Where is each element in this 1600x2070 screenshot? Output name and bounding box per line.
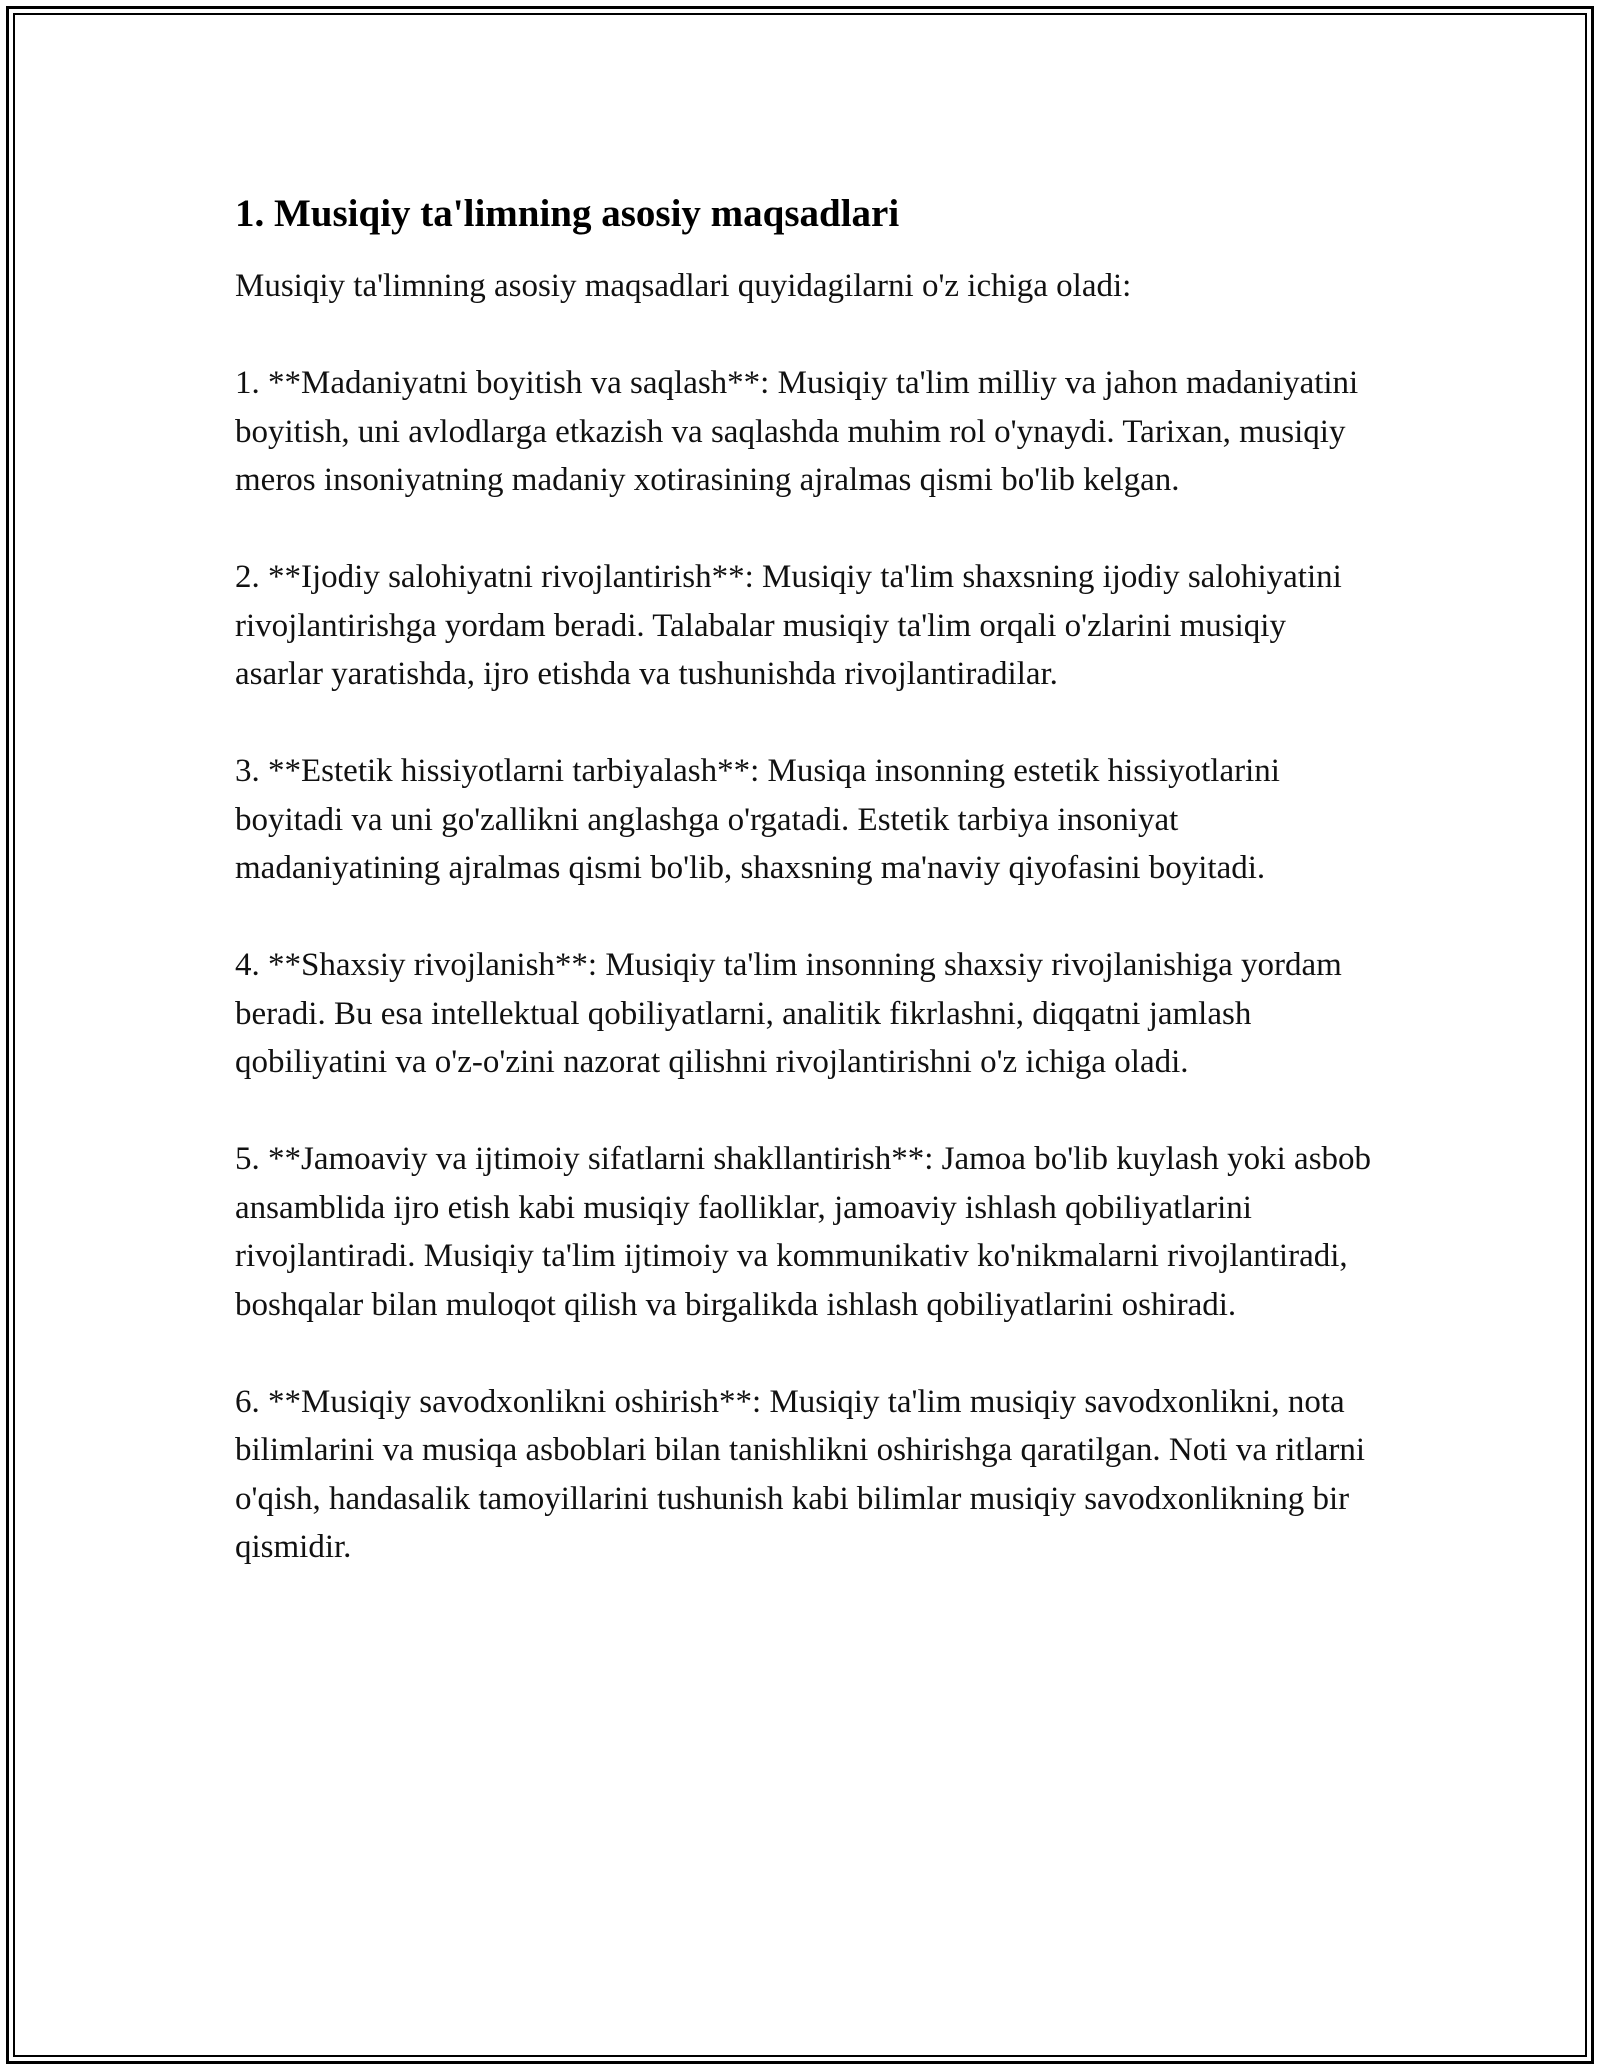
list-item: 4. **Shaxsiy rivojlanish**: Musiqiy ta'lim insonning shaxsiy rivojlanishiga yordam beradi. Bu esa intellektual qobiliyatlarni, analitik fikrlashni, diqqatni jamlash qobiliyatini va o'z-o'zini nazorat qilishni rivojlantirishni o'z ichiga oladi. xyxy=(235,947,1342,1080)
intro-paragraph: Musiqiy ta'limning asosiy maqsadlari quyidagilarni o'z ichiga oladi: xyxy=(235,268,1132,304)
document-body xyxy=(235,186,1375,1572)
list-item: 5. **Jamoaviy va ijtimoiy sifatlarni shakllantirish**: Jamoa bo'lib kuylash yoki asbob ansamblida ijro etish kabi musiqiy faolliklar, jamoaviy ishlash qobiliyatlarini rivojlantiradi. Musiqiy ta'lim ijtimoiy va kommunikativ ko'nikmalarni rivojlantiradi, boshqalar bilan muloqot qilish va birgalikda ishlash qobiliyatlarini oshiradi. xyxy=(235,1141,1372,1323)
list-item: 2. **Ijodiy salohiyatni rivojlantirish**: Musiqiy ta'lim shaxsning ijodiy salohiyatini rivojlantirishga yordam beradi. Talabalar musiqiy ta'lim orqali o'zlarini musiqiy asarlar yaratishda, ijro etishda va tushunishda rivojlantiradilar. xyxy=(235,559,1342,692)
list-item: 3. **Estetik hissiyotlarni tarbiyalash**: Musiqa insonning estetik hissiyotlarini boyitadi va uni go'zallikni anglashga o'rgatadi. Estetik tarbiya insoniyat madaniyatining ajralmas qismi bo'lib, shaxsning ma'naviy qiyofasini boyitadi. xyxy=(235,753,1280,886)
list-item: 6. **Musiqiy savodxonlikni oshirish**: Musiqiy ta'lim musiqiy savodxonlikni, nota bilimlarini va musiqa asboblari bilan tanishlikni oshirishga qaratilgan. Noti va ritlarni o'qish, handasalik tamoyillarini tushunish kabi bilimlar musiqiy savodxonlikning bir qismidir. xyxy=(235,1383,1366,1565)
section-title: 1. Musiqiy ta'limning asosiy maqsadlari xyxy=(235,192,900,235)
list-item: 1. **Madaniyatni boyitish va saqlash**: Musiqiy ta'lim milliy va jahon madaniyatini boyitish, uni avlodlarga etkazish va saqlashda muhim rol o'ynaydi. Tarixan, musiqiy meros insoniyatning madaniy xotirasining ajralmas qismi bo'lib kelgan. xyxy=(235,365,1359,498)
